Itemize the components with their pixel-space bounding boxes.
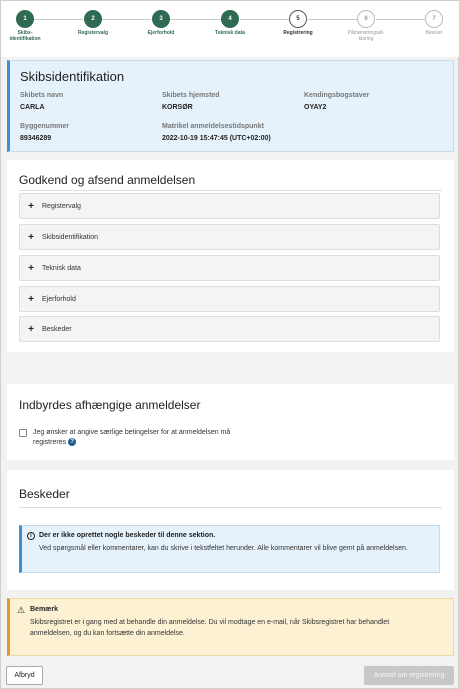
request-registration-button[interactable]: Anmod om registrering — [364, 666, 454, 685]
accordion-label: Ejerforhold — [42, 295, 76, 303]
step-2-label: Registervalg — [77, 30, 108, 36]
accordion-teknisk-data[interactable] — [19, 255, 440, 281]
step-connector — [34, 19, 83, 20]
accordion-label: Registervalg — [42, 202, 81, 210]
ship-panel-title: Skibsidentifikation — [20, 69, 125, 84]
accordion-label: Beskeder — [42, 325, 72, 333]
accordion-ejerforhold[interactable] — [19, 286, 440, 312]
divider — [19, 190, 442, 191]
step-connector — [376, 19, 425, 20]
expand-icon: + — [28, 293, 34, 305]
home-port-label: Skibets hjemsted — [162, 92, 220, 99]
step-4-label: Teknisk data — [215, 30, 245, 36]
accordion-beskeder[interactable] — [19, 316, 440, 342]
step-5-circle[interactable]: 5 — [289, 10, 307, 28]
ship-name-value: CARLA — [20, 104, 45, 111]
accordion-label: Skibsidentifikation — [42, 233, 99, 241]
ship-identification-panel — [7, 60, 454, 152]
home-port-value: KORSØR — [162, 104, 193, 111]
messages-info-box — [19, 525, 440, 573]
step-1-label: Skibs- identifikation — [9, 30, 41, 42]
step-1-circle[interactable]: 1 — [16, 10, 34, 28]
dependent-title: Indbyrdes afhængige anmeldelser — [19, 398, 201, 412]
build-number-value: 89346289 — [20, 135, 52, 142]
approve-card — [7, 160, 454, 352]
messages-card — [7, 470, 454, 590]
warning-icon: ⚠ — [17, 605, 26, 615]
step-2-circle[interactable]: 2 — [84, 10, 102, 28]
conditions-checkbox-label: Jeg ønsker at angive særlige betingelser for at anmeldelsen må registreres — [33, 429, 231, 446]
step-connector — [308, 19, 357, 20]
call-sign-label: Kendingsbogstaver — [304, 92, 370, 99]
info-body: Ved spørgsmål eller kommentarer, kan du skrive i tekstfeltet herunder. Alle kommentarer vil blive gemt på anmeldelsen. — [39, 545, 408, 552]
conditions-checkbox[interactable] — [19, 429, 27, 437]
messages-title: Beskeder — [19, 487, 70, 501]
registry-time-value: 2022-10-19 15:47:45 (UTC+02:00) — [162, 135, 271, 142]
checkbox-text — [33, 428, 233, 448]
cancel-button[interactable]: Afbryd — [6, 666, 43, 685]
progress-stepper — [1, 1, 459, 57]
divider — [19, 507, 442, 508]
registry-time-label: Matrikel anmeldelsestidspunkt — [162, 123, 264, 130]
step-connector — [240, 19, 289, 20]
info-title: Der er ikke oprettet nogle beskeder til denne sektion. — [39, 532, 216, 539]
notice-box — [7, 598, 454, 656]
notice-title: Bemærk — [30, 606, 59, 613]
step-4-circle[interactable]: 4 — [221, 10, 239, 28]
expand-icon: + — [28, 200, 34, 212]
accordion-skibsidentifikation[interactable] — [19, 224, 440, 250]
step-connector — [102, 19, 151, 20]
expand-icon: + — [28, 323, 34, 335]
accordion-label: Teknisk data — [42, 264, 81, 272]
build-number-label: Byggenummer — [20, 123, 70, 130]
help-icon[interactable]: ? — [68, 438, 76, 446]
notice-body: Skibsregistret er i gang med at behandle din anmeldelse. Du vil modtage en e-mail, når Skibsregistret har behandlet anmeldelsen, og du kan fortsætte din anmeldelse. — [30, 619, 390, 637]
dependent-registrations-card — [7, 384, 454, 460]
step-6-label: Påmønstringsaf- klaring — [347, 30, 385, 42]
step-7-circle: 7 — [425, 10, 443, 28]
call-sign-value: OYAY2 — [304, 104, 327, 111]
step-3-circle[interactable]: 3 — [152, 10, 170, 28]
conditions-checkbox-row[interactable] — [19, 428, 233, 448]
expand-icon: + — [28, 231, 34, 243]
step-6-circle: 6 — [357, 10, 375, 28]
info-icon: i — [27, 532, 35, 540]
expand-icon: + — [28, 262, 34, 274]
step-5-label: Registrering — [283, 30, 313, 36]
step-3-label: Ejerforhold — [147, 30, 175, 36]
step-7-label: Beviser — [425, 30, 443, 36]
step-connector — [170, 19, 221, 20]
ship-name-label: Skibets navn — [20, 92, 64, 99]
approve-title: Godkend og afsend anmeldelsen — [19, 173, 196, 187]
accordion-registervalg[interactable] — [19, 193, 440, 219]
